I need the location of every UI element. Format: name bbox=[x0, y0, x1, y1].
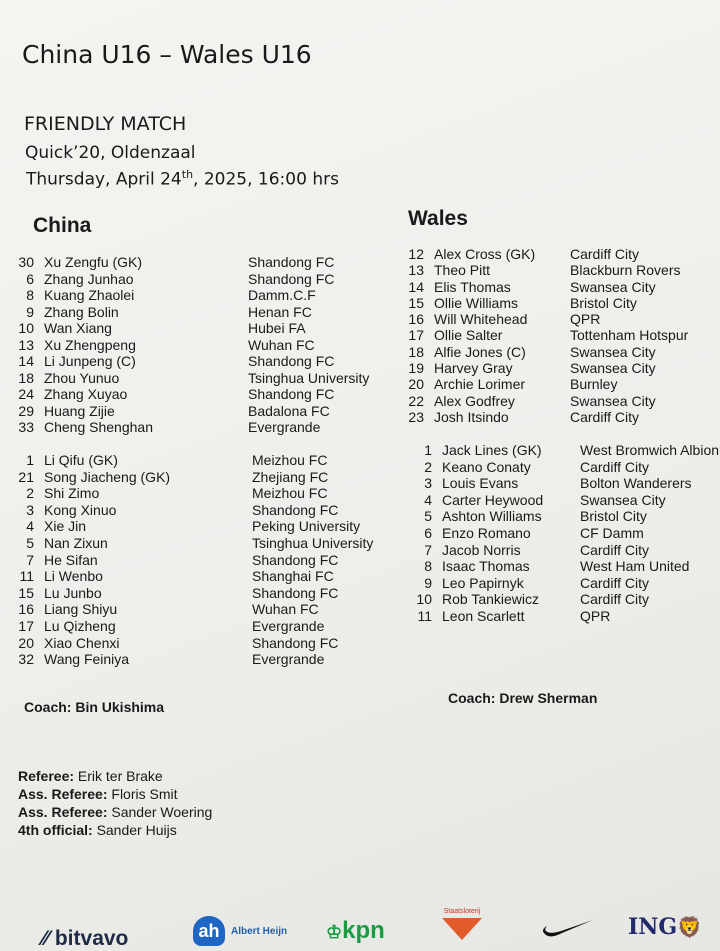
player-name: Zhang Xuyao bbox=[44, 386, 128, 402]
player-number: 2 bbox=[424, 458, 432, 475]
player-number: 6 bbox=[424, 524, 432, 541]
albert-heijn-mark: ah bbox=[193, 916, 225, 946]
player-name: Jack Lines (GK) bbox=[442, 442, 542, 458]
player-name: Li Wenbo bbox=[44, 568, 103, 585]
player-row bbox=[406, 492, 720, 509]
player-club: Shandong FC bbox=[252, 634, 339, 651]
player-row bbox=[398, 311, 720, 327]
bitvavo-mark-icon: ⁄⁄ bbox=[42, 927, 55, 950]
player-number: 24 bbox=[18, 386, 34, 402]
player-club: Blackburn Rovers bbox=[570, 262, 681, 279]
player-name: Cheng Shenghan bbox=[44, 419, 153, 435]
player-number: 2 bbox=[26, 485, 34, 502]
match-date bbox=[26, 168, 339, 190]
match-type: FRIENDLY MATCH bbox=[24, 113, 187, 135]
player-number: 7 bbox=[26, 551, 34, 568]
player-name: He Sifan bbox=[44, 551, 98, 568]
player-name: Shi Zimo bbox=[44, 485, 100, 502]
player-number: 1 bbox=[26, 452, 34, 468]
player-club: Hubei FA bbox=[248, 320, 306, 336]
player-club: CF Damm bbox=[580, 524, 644, 541]
staatsloterij-shape-icon bbox=[442, 918, 482, 940]
player-row bbox=[406, 475, 720, 492]
player-number: 9 bbox=[26, 303, 34, 320]
player-name: Enzo Romano bbox=[442, 524, 531, 541]
player-name: Nan Zixun bbox=[44, 534, 108, 551]
player-club: Shandong FC bbox=[252, 551, 339, 568]
player-club: QPR bbox=[570, 311, 601, 328]
official-row bbox=[18, 767, 212, 785]
china-heading: China bbox=[33, 214, 92, 237]
player-name: Song Jiacheng (GK) bbox=[44, 468, 171, 485]
ing-logo bbox=[628, 914, 702, 940]
player-row bbox=[406, 575, 720, 592]
player-club: Shandong FC bbox=[248, 353, 335, 369]
player-row bbox=[398, 360, 720, 376]
player-number: 22 bbox=[408, 392, 424, 409]
player-name: Carter Heywood bbox=[442, 491, 544, 508]
player-row bbox=[8, 651, 720, 668]
official-name: Sander Huijs bbox=[96, 822, 177, 838]
ing-lion-icon: 🦁 bbox=[677, 915, 703, 939]
player-club: Cardiff City bbox=[580, 541, 649, 558]
player-name: Jacob Norris bbox=[442, 541, 521, 558]
player-number: 16 bbox=[18, 601, 34, 618]
official-name: Sander Woering bbox=[111, 804, 213, 820]
player-number: 14 bbox=[18, 353, 34, 369]
player-number: 15 bbox=[18, 584, 34, 601]
official-role: Ass. Referee: bbox=[18, 804, 108, 820]
player-row bbox=[406, 525, 720, 542]
player-number: 18 bbox=[18, 369, 34, 386]
player-number: 33 bbox=[18, 419, 34, 435]
player-club: QPR bbox=[580, 607, 611, 624]
official-name: Erik ter Brake bbox=[77, 768, 163, 784]
player-club: Damm.C.F bbox=[248, 287, 316, 303]
player-number: 5 bbox=[26, 534, 34, 551]
player-name: Zhou Yunuo bbox=[44, 369, 120, 386]
player-name: Kong Xinuo bbox=[44, 501, 117, 518]
player-club: Swansea City bbox=[580, 491, 666, 508]
player-name: Leo Papirnyk bbox=[442, 574, 524, 591]
player-club: Evergrande bbox=[252, 651, 325, 668]
player-name: Lu Junbo bbox=[44, 584, 102, 601]
player-row bbox=[398, 262, 720, 278]
player-club: Shandong FC bbox=[248, 254, 335, 270]
player-number: 1 bbox=[424, 442, 432, 458]
player-number: 17 bbox=[18, 617, 34, 634]
player-club: Henan FC bbox=[248, 303, 312, 320]
player-name: Ashton Williams bbox=[442, 508, 542, 525]
player-name: Xie Jin bbox=[44, 518, 87, 535]
player-number: 14 bbox=[408, 278, 424, 295]
player-number: 21 bbox=[18, 468, 34, 485]
date-suffix: th bbox=[181, 168, 194, 181]
player-club: Meizhou FC bbox=[252, 485, 328, 502]
player-name: Liang Shiyu bbox=[44, 601, 118, 618]
wales-coach: Coach: Drew Sherman bbox=[448, 690, 598, 706]
player-club: Swansea City bbox=[570, 278, 656, 295]
player-club: Bristol City bbox=[580, 508, 647, 525]
player-number: 18 bbox=[408, 343, 424, 360]
player-name: Xu Zhengpeng bbox=[44, 336, 136, 353]
player-club: Tottenham Hotspur bbox=[570, 327, 689, 344]
player-number: 4 bbox=[26, 518, 34, 535]
player-club: Peking University bbox=[252, 518, 361, 535]
player-row bbox=[406, 558, 720, 575]
player-row bbox=[398, 393, 720, 409]
player-name: Wan Xiang bbox=[44, 320, 112, 336]
player-number: 20 bbox=[18, 634, 34, 651]
wales-heading: Wales bbox=[408, 207, 468, 230]
official-row bbox=[18, 821, 212, 839]
albert-heijn-text: Albert Heijn bbox=[231, 925, 288, 937]
player-name: Leon Scarlett bbox=[442, 607, 525, 624]
player-club: Bolton Wanderers bbox=[580, 475, 692, 492]
nike-logo bbox=[542, 918, 594, 943]
wales-starters-list bbox=[398, 246, 720, 425]
date-rest: , 2025, 16:00 hrs bbox=[193, 169, 339, 190]
player-club: Swansea City bbox=[570, 392, 656, 409]
player-name: Huang Zijie bbox=[44, 402, 115, 419]
player-row bbox=[406, 542, 720, 559]
player-name: Alex Godfrey bbox=[434, 392, 515, 409]
player-row bbox=[406, 459, 720, 476]
player-club: Cardiff City bbox=[580, 458, 649, 475]
bitvavo-logo bbox=[42, 927, 128, 951]
player-number: 7 bbox=[424, 541, 432, 558]
player-row bbox=[8, 635, 720, 652]
player-name: Ollie Williams bbox=[434, 294, 518, 311]
player-number: 12 bbox=[408, 246, 424, 262]
player-number: 16 bbox=[408, 311, 424, 328]
player-number: 29 bbox=[18, 402, 34, 419]
player-name: Kuang Zhaolei bbox=[44, 287, 135, 303]
player-number: 4 bbox=[424, 491, 432, 508]
player-number: 3 bbox=[424, 475, 432, 492]
player-number: 6 bbox=[26, 270, 34, 287]
player-number: 3 bbox=[26, 501, 34, 518]
date-prefix: Thursday, April 24 bbox=[26, 169, 182, 190]
player-number: 13 bbox=[408, 262, 424, 279]
player-club: Shanghai FC bbox=[252, 568, 334, 585]
official-role: Referee: bbox=[18, 768, 75, 784]
player-club: Shandong FC bbox=[252, 584, 339, 601]
player-row bbox=[398, 246, 720, 262]
player-name: Ollie Salter bbox=[434, 327, 503, 344]
player-name: Zhang Bolin bbox=[44, 303, 119, 320]
official-row bbox=[18, 785, 212, 803]
albert-heijn-logo bbox=[193, 916, 287, 946]
player-club: Swansea City bbox=[570, 343, 656, 360]
player-row bbox=[406, 442, 720, 459]
player-row bbox=[406, 508, 720, 525]
player-name: Theo Pitt bbox=[434, 262, 491, 279]
player-number: 11 bbox=[19, 568, 34, 585]
player-name: Xiao Chenxi bbox=[44, 634, 120, 651]
player-name: Alfie Jones (C) bbox=[434, 343, 526, 360]
staatsloterij-logo bbox=[442, 908, 482, 940]
player-row bbox=[398, 327, 720, 343]
player-club: Cardiff City bbox=[570, 246, 639, 262]
officials-list bbox=[18, 767, 212, 839]
player-name: Harvey Gray bbox=[434, 360, 513, 377]
player-name: Zhang Junhao bbox=[44, 270, 134, 287]
player-row bbox=[398, 376, 720, 392]
venue: Quick’20, Oldenzaal bbox=[25, 143, 196, 163]
player-number: 15 bbox=[408, 294, 424, 311]
player-name: Josh Itsindo bbox=[434, 408, 509, 425]
player-number: 30 bbox=[18, 254, 34, 270]
player-row bbox=[406, 591, 720, 608]
match-title: China U16 – Wales U16 bbox=[22, 40, 312, 69]
nike-swoosh-icon bbox=[542, 918, 594, 938]
player-number: 32 bbox=[18, 651, 34, 668]
player-club: Wuhan FC bbox=[248, 336, 315, 353]
player-club: Tsinghua University bbox=[248, 369, 370, 386]
official-row bbox=[18, 803, 212, 821]
player-number: 8 bbox=[26, 287, 34, 303]
player-name: Alex Cross (GK) bbox=[434, 246, 536, 262]
player-club: Tsinghua University bbox=[252, 534, 374, 551]
player-club: Shandong FC bbox=[252, 501, 339, 518]
player-club: Meizhou FC bbox=[252, 452, 328, 468]
player-number: 8 bbox=[424, 558, 432, 575]
kpn-crown-icon: ♔ bbox=[326, 922, 343, 942]
player-name: Will Whitehead bbox=[434, 311, 528, 328]
player-name: Louis Evans bbox=[442, 475, 519, 492]
player-name: Rob Tankiewicz bbox=[442, 591, 540, 608]
player-number: 5 bbox=[424, 508, 432, 525]
kpn-logo bbox=[326, 917, 385, 945]
player-name: Li Qifu (GK) bbox=[44, 452, 118, 468]
player-club: Burnley bbox=[570, 376, 618, 393]
player-name: Keano Conaty bbox=[442, 458, 531, 475]
player-club: Bristol City bbox=[570, 294, 637, 311]
player-name: Isaac Thomas bbox=[442, 558, 530, 575]
player-club: Zhejiang FC bbox=[252, 468, 329, 485]
player-club: Cardiff City bbox=[580, 574, 649, 591]
player-row bbox=[398, 409, 720, 425]
player-club: Shandong FC bbox=[248, 386, 335, 402]
wales-subs-list bbox=[406, 442, 720, 625]
player-number: 19 bbox=[408, 360, 424, 377]
player-name: Li Junpeng (C) bbox=[44, 353, 136, 369]
player-number: 20 bbox=[408, 376, 424, 393]
player-name: Lu Qizheng bbox=[44, 617, 116, 634]
player-club: Wuhan FC bbox=[252, 601, 319, 618]
player-number: 23 bbox=[408, 408, 424, 425]
bitvavo-text: bitvavo bbox=[54, 927, 129, 950]
staatsloterij-text: Staatsloterij bbox=[443, 908, 481, 915]
player-name: Wang Feiniya bbox=[44, 651, 130, 668]
player-row bbox=[406, 608, 720, 625]
official-name: Floris Smit bbox=[111, 786, 178, 802]
player-number: 17 bbox=[408, 327, 424, 344]
player-row bbox=[398, 295, 720, 311]
player-club: Cardiff City bbox=[580, 591, 649, 608]
kpn-text: kpn bbox=[342, 917, 385, 944]
player-row bbox=[398, 344, 720, 360]
china-coach: Coach: Bin Ukishima bbox=[24, 699, 165, 715]
player-number: 10 bbox=[416, 591, 432, 608]
player-number: 13 bbox=[18, 336, 34, 353]
player-name: Xu Zengfu (GK) bbox=[44, 254, 143, 270]
player-club: West Bromwich Albion bbox=[580, 442, 720, 458]
ing-text: ING bbox=[628, 914, 678, 940]
player-number: 10 bbox=[18, 320, 34, 336]
player-name: Elis Thomas bbox=[434, 278, 511, 295]
player-club: Cardiff City bbox=[570, 408, 639, 425]
player-row bbox=[398, 279, 720, 295]
player-club: Evergrande bbox=[248, 419, 321, 435]
player-club: Swansea City bbox=[570, 360, 656, 377]
player-club: Evergrande bbox=[252, 617, 325, 634]
official-role: Ass. Referee: bbox=[18, 786, 108, 802]
player-name: Archie Lorimer bbox=[434, 376, 526, 393]
player-club: Badalona FC bbox=[248, 402, 330, 419]
official-role: 4th official: bbox=[18, 822, 93, 838]
player-club: West Ham United bbox=[580, 558, 690, 575]
player-number: 11 bbox=[417, 607, 432, 624]
player-club: Shandong FC bbox=[248, 270, 335, 287]
player-number: 9 bbox=[424, 574, 432, 591]
